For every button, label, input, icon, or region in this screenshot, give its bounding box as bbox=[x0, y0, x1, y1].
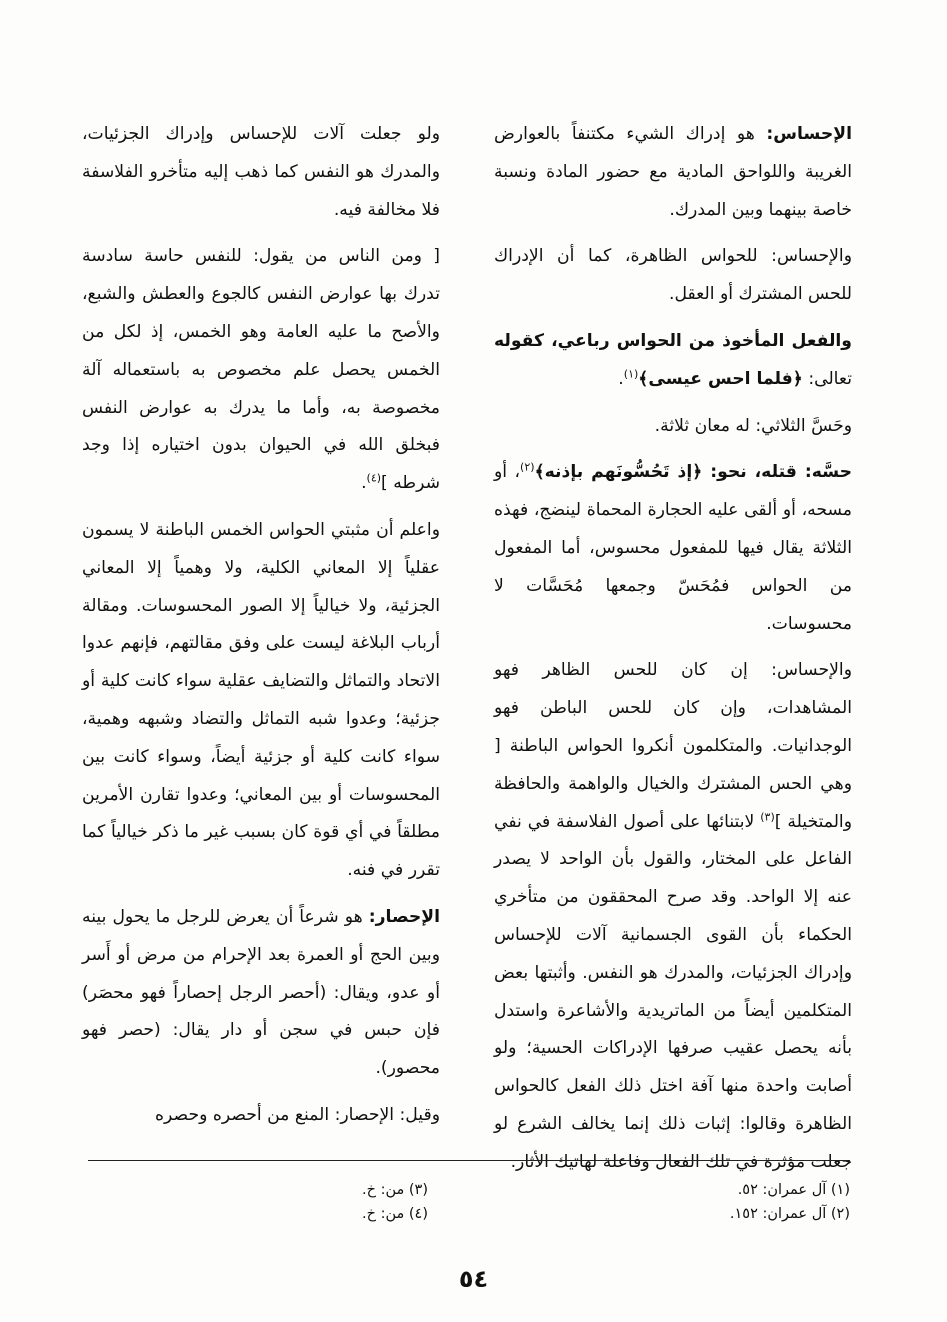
paragraph-text: هو إدراك الشيء مكتنفاً بالعوارض الغريبة واللواحق المادية مع حضور المادة ونسبة خاصة بينهما وبين المدرك. bbox=[494, 124, 852, 220]
entry-term: الإحصار: bbox=[368, 906, 440, 927]
paragraph-text: . bbox=[618, 368, 624, 389]
paragraph bbox=[82, 238, 440, 503]
paragraph-text: واعلم أن مثبتي الحواس الخمس الباطنة لا يسمون عقلياً إلا المعاني الكلية، ولا وهمياً إلا المعاني الجزئية، ولا خيالياً إلا الصور المحسوسات. ومقالة أرباب البلاغة ليست على وفق مقالتهم، فإنهم عدوا الاتحاد والتماثل والتضايف عقلية سواء كانت كلية أو جزئية؛ وعدوا شبه التماثل والتضاد وشبهه وهمية، سواء كانت كلية أو جزئية أيضاً، وسواء كانت بين المحسوسات أو بين المعاني؛ وعدوا تقارن الأمرين مطلقاً في أي قوة كان بسبب غير ما ذكر خيالياً كما تقرر في فنه. bbox=[82, 519, 440, 881]
page-number: ٥٤ bbox=[458, 1265, 489, 1293]
footnote: (٣) من: خ. bbox=[361, 1182, 428, 1198]
footnote: (٤) من: خ. bbox=[361, 1206, 428, 1222]
footnote: (١) آل عمران: ٥٢. bbox=[737, 1182, 850, 1198]
paragraph bbox=[82, 1097, 440, 1135]
quran-quote: ﴿إذ تَحُسُّونَهم بإذنه﴾ bbox=[534, 462, 703, 483]
paragraph bbox=[494, 652, 852, 1181]
text-columns bbox=[82, 116, 853, 1172]
paragraph-text: . bbox=[361, 473, 367, 494]
paragraph-text: هو شرعاً أن يعرض للرجل ما يحول بينه وبين الحج أو العمرة بعد الإحرام من مرض أو أَسر أو عدو، ويقال: (أحصر الرجل إحصاراً فهو محصَر) فإن حبس في سجن أو دار يقال: (حصر فهو محصور). bbox=[82, 906, 440, 1079]
paragraph bbox=[494, 238, 852, 314]
footnote-marker: (١) bbox=[623, 367, 639, 381]
footnote-marker: (٤) bbox=[366, 471, 382, 485]
paragraph-text: والإحساس: للحواس الظاهرة، كما أن الإدراك للحس المشترك أو العقل. bbox=[494, 246, 852, 305]
paragraph bbox=[494, 116, 852, 229]
paragraph-text: ، أو مسحه، أو ألقى عليه الحجارة المحماة لينضج، فهذه الثلاثة يقال فيها للمفعول محسوس، أما المفعول من الحواس فمُحَسّ وجمعها مُحَسَّات لا محسوسات. bbox=[494, 462, 852, 634]
paragraph bbox=[82, 899, 440, 1088]
paragraph bbox=[82, 116, 440, 229]
paragraph-text: والإحساس: إن كان للحس الظاهر فهو المشاهدات، وإن كان للحس الباطن فهو الوجدانيات. والمتكلمون أنكروا الحواس الباطنة [ وهي الحس المشترك والخيال والواهمة والحافظة والمتخيلة ] bbox=[494, 660, 853, 832]
paragraph bbox=[82, 512, 440, 890]
footnotes-right bbox=[510, 1178, 850, 1238]
paragraph-text: تعالى: bbox=[802, 368, 852, 389]
paragraph-text: وحَسَّ الثلاثي: له معان ثلاثة. bbox=[654, 415, 852, 436]
footnote-divider bbox=[88, 1160, 850, 1161]
entry-term: والفعل المأخوذ من الحواس رباعي، كقوله bbox=[494, 330, 852, 351]
quran-quote: ﴿فلما احس عيسى﴾ bbox=[638, 368, 803, 389]
paragraph-text: لابتنائها على أصول الفلاسفة في نفي الفاعل على المختار، والقول بأن الواحد لا يصدر عنه إلا الواحد. وقد صرح المحققون من متأخري الحكماء بأن القوى الجسمانية آلات للإحساس وإدراك الجزئيات، والمدرك هو النفس. وأثبتها بعض المتكلمين أيضاً من الماتريدية والأشاعرة واستدل بأنه يحصل عقيب صرفها الإدراكات الحسية؛ ولو أصابت واحدة منها آفة اختل ذلك الفعل كالحواس الظاهرة وقالوا: إثبات ذلك إنما يخالف الشرع لو جعلت مؤثرة في تلك الفعال وفاعلة لهاتيك الأثار. bbox=[494, 811, 852, 1172]
footnote-marker: (٣) bbox=[760, 809, 775, 823]
footnote: (٢) آل عمران: ١٥٢. bbox=[729, 1206, 850, 1222]
entry-term: الإحساس: bbox=[766, 124, 852, 144]
paragraph-text: [ ومن الناس من يقول: للنفس حاسة سادسة تدرك بها عوارض النفس كالجوع والعطش والشبع، والأصح ما عليه العامة وهو الخمس، إذ لكل من الخمس يحصل علم مخصوص به باستعماله آلة مخصوصة به، وأما ما يدرك به عوارض النفس فبخلق الله في الحيوان بدون اختياره إذا وجد شرطه ] bbox=[82, 246, 440, 494]
left-column bbox=[82, 116, 440, 1156]
entry-term: حسَّه: قتله، نحو: bbox=[702, 462, 852, 483]
paragraph bbox=[494, 408, 852, 446]
footnotes bbox=[88, 1178, 850, 1238]
paragraph-text: ولو جعلت آلات للإحساس وإدراك الجزئيات، والمدرك هو النفس كما ذهب إليه متأخرو الفلاسفة فلا مخالفة فيه. bbox=[82, 124, 440, 220]
footnote-marker: (٢) bbox=[520, 460, 535, 474]
paragraph bbox=[494, 454, 852, 643]
paragraph-text: وقيل: الإحصار: المنع من أحصره وحصره bbox=[155, 1104, 440, 1125]
paragraph bbox=[494, 323, 852, 399]
footnotes-left bbox=[88, 1178, 428, 1238]
right-column bbox=[494, 116, 853, 1172]
